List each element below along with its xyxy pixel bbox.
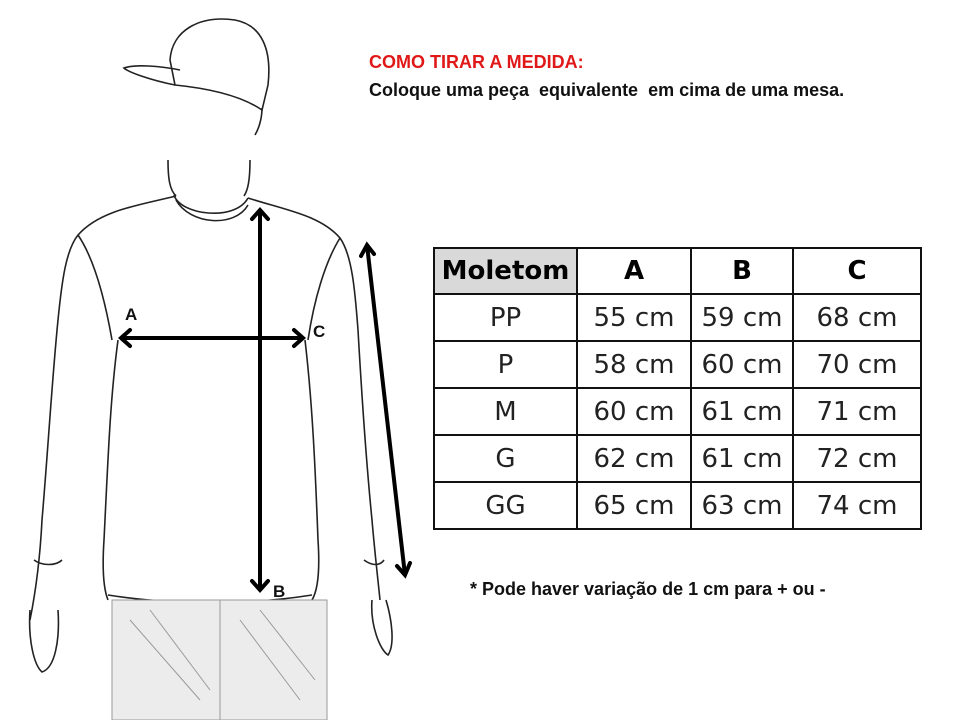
sweatshirt-illustration [0, 0, 430, 720]
measure-c-cell: 68 cm [793, 294, 921, 341]
table-row [434, 482, 921, 529]
header-b: B [691, 248, 793, 294]
cap-icon [170, 19, 269, 110]
size-table [433, 247, 922, 530]
table-row [434, 388, 921, 435]
measure-b-cell: 59 cm [691, 294, 793, 341]
measure-a-cell: 62 cm [577, 435, 691, 482]
label-c: C [313, 322, 326, 341]
measure-c-cell: 74 cm [793, 482, 921, 529]
size-cell: P [434, 341, 577, 388]
table-header-row [434, 248, 921, 294]
size-cell: G [434, 435, 577, 482]
measure-c-cell: 71 cm [793, 388, 921, 435]
size-cell: M [434, 388, 577, 435]
header-moletom: Moletom [434, 248, 577, 294]
variation-note: * Pode haver variação de 1 cm para + ou - [470, 579, 826, 599]
instructions-title: COMO TIRAR A MEDIDA: [369, 52, 584, 72]
measure-a-cell: 55 cm [577, 294, 691, 341]
measure-b-cell: 60 cm [691, 341, 793, 388]
size-cell: PP [434, 294, 577, 341]
measure-b-cell: 63 cm [691, 482, 793, 529]
measure-c-cell: 72 cm [793, 435, 921, 482]
measure-a-cell: 58 cm [577, 341, 691, 388]
instructions-subtitle: Coloque uma peça equivalente em cima de uma mesa. [369, 80, 845, 100]
measure-c-cell: 70 cm [793, 341, 921, 388]
size-cell: GG [434, 482, 577, 529]
measure-b-cell: 61 cm [691, 388, 793, 435]
measure-a-cell: 60 cm [577, 388, 691, 435]
header-a: A [577, 248, 691, 294]
measure-a-cell: 65 cm [577, 482, 691, 529]
table-row [434, 341, 921, 388]
header-c: C [793, 248, 921, 294]
table-row [434, 294, 921, 341]
measure-b-cell: 61 cm [691, 435, 793, 482]
label-b: B [273, 582, 286, 601]
label-a: A [125, 305, 138, 324]
table-row [434, 435, 921, 482]
